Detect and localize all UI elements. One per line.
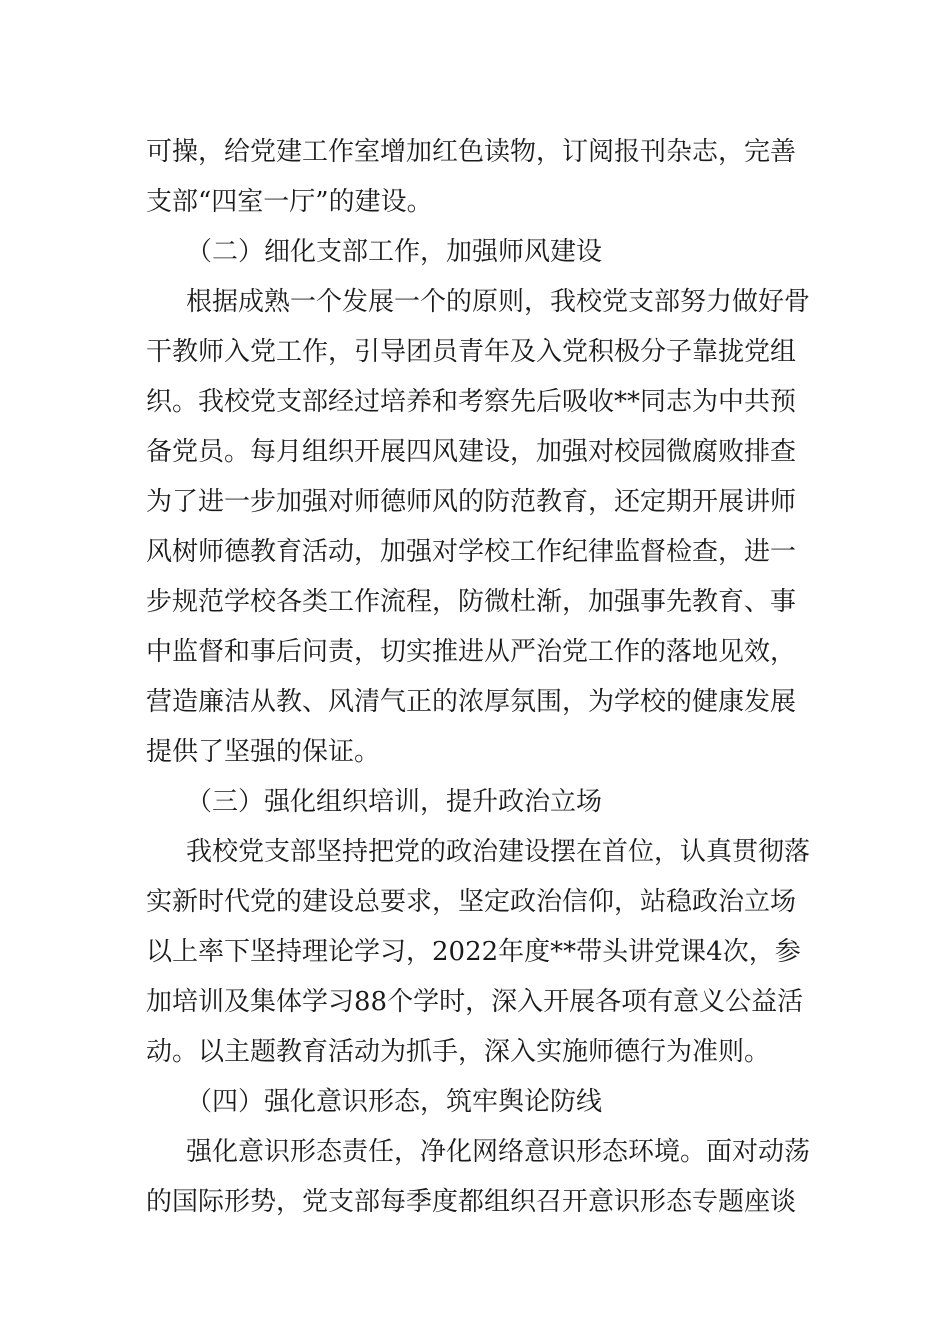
text-line-4: 根据成熟一个发展一个的原则，我校党支部努力做好骨 [186,287,811,317]
text-line-22: 的国际形势，党支部每季度都组织召开意识形态专题座谈 [146,1187,797,1217]
text-line-15: 我校党支部坚持把党的政治建设摆在首位，认真贯彻落 [186,837,811,867]
text-line-2: 支部“四室一厅”的建设。 [146,187,433,217]
section-heading-4: （四）强化意识形态，筑牢舆论防线 [186,1087,603,1117]
text-line-10: 步规范学校各类工作流程，防微杜渐，加强事先教育、事 [146,587,797,617]
text-line-12: 营造廉洁从教、风清气正的浓厚氛围，为学校的健康发展 [146,687,797,717]
section-heading-3: （三）强化组织培训，提升政治立场 [186,787,603,817]
text-line-17: 以上率下坚持理论学习，2022年度**带头讲党课4次，参 [146,937,801,967]
text-line-9: 风树师德教育活动，加强对学校工作纪律监督检查，进一 [146,537,797,567]
text-line-18: 加培训及集体学习88个学时，深入开展各项有意义公益活 [146,987,804,1017]
text-line-13: 提供了坚强的保证。 [146,737,381,767]
section-heading-2: （二）细化支部工作，加强师风建设 [186,237,603,267]
text-line-16: 实新时代党的建设总要求，坚定政治信仰，站稳政治立场 [146,887,797,917]
text-line-21: 强化意识形态责任，净化网络意识形态环境。面对动荡 [186,1137,811,1167]
text-line-19: 动。以主题教育活动为抓手，深入实施师德行为准则。 [146,1037,771,1067]
text-line-8: 为了进一步加强对师德师风的防范教育，还定期开展讲师 [146,487,797,517]
text-line-5: 干教师入党工作，引导团员青年及入党积极分子靠拢党组 [146,337,797,367]
text-line-11: 中监督和事后问责，切实推进从严治党工作的落地见效， [146,637,797,667]
text-line-6: 织。我校党支部经过培养和考察先后吸收**同志为中共预 [146,387,797,417]
text-line-1: 可操，给党建工作室增加红色读物，订阅报刊杂志，完善 [146,137,797,167]
text-line-7: 备党员。每月组织开展四风建设，加强对校园微腐败排查 [146,437,797,467]
